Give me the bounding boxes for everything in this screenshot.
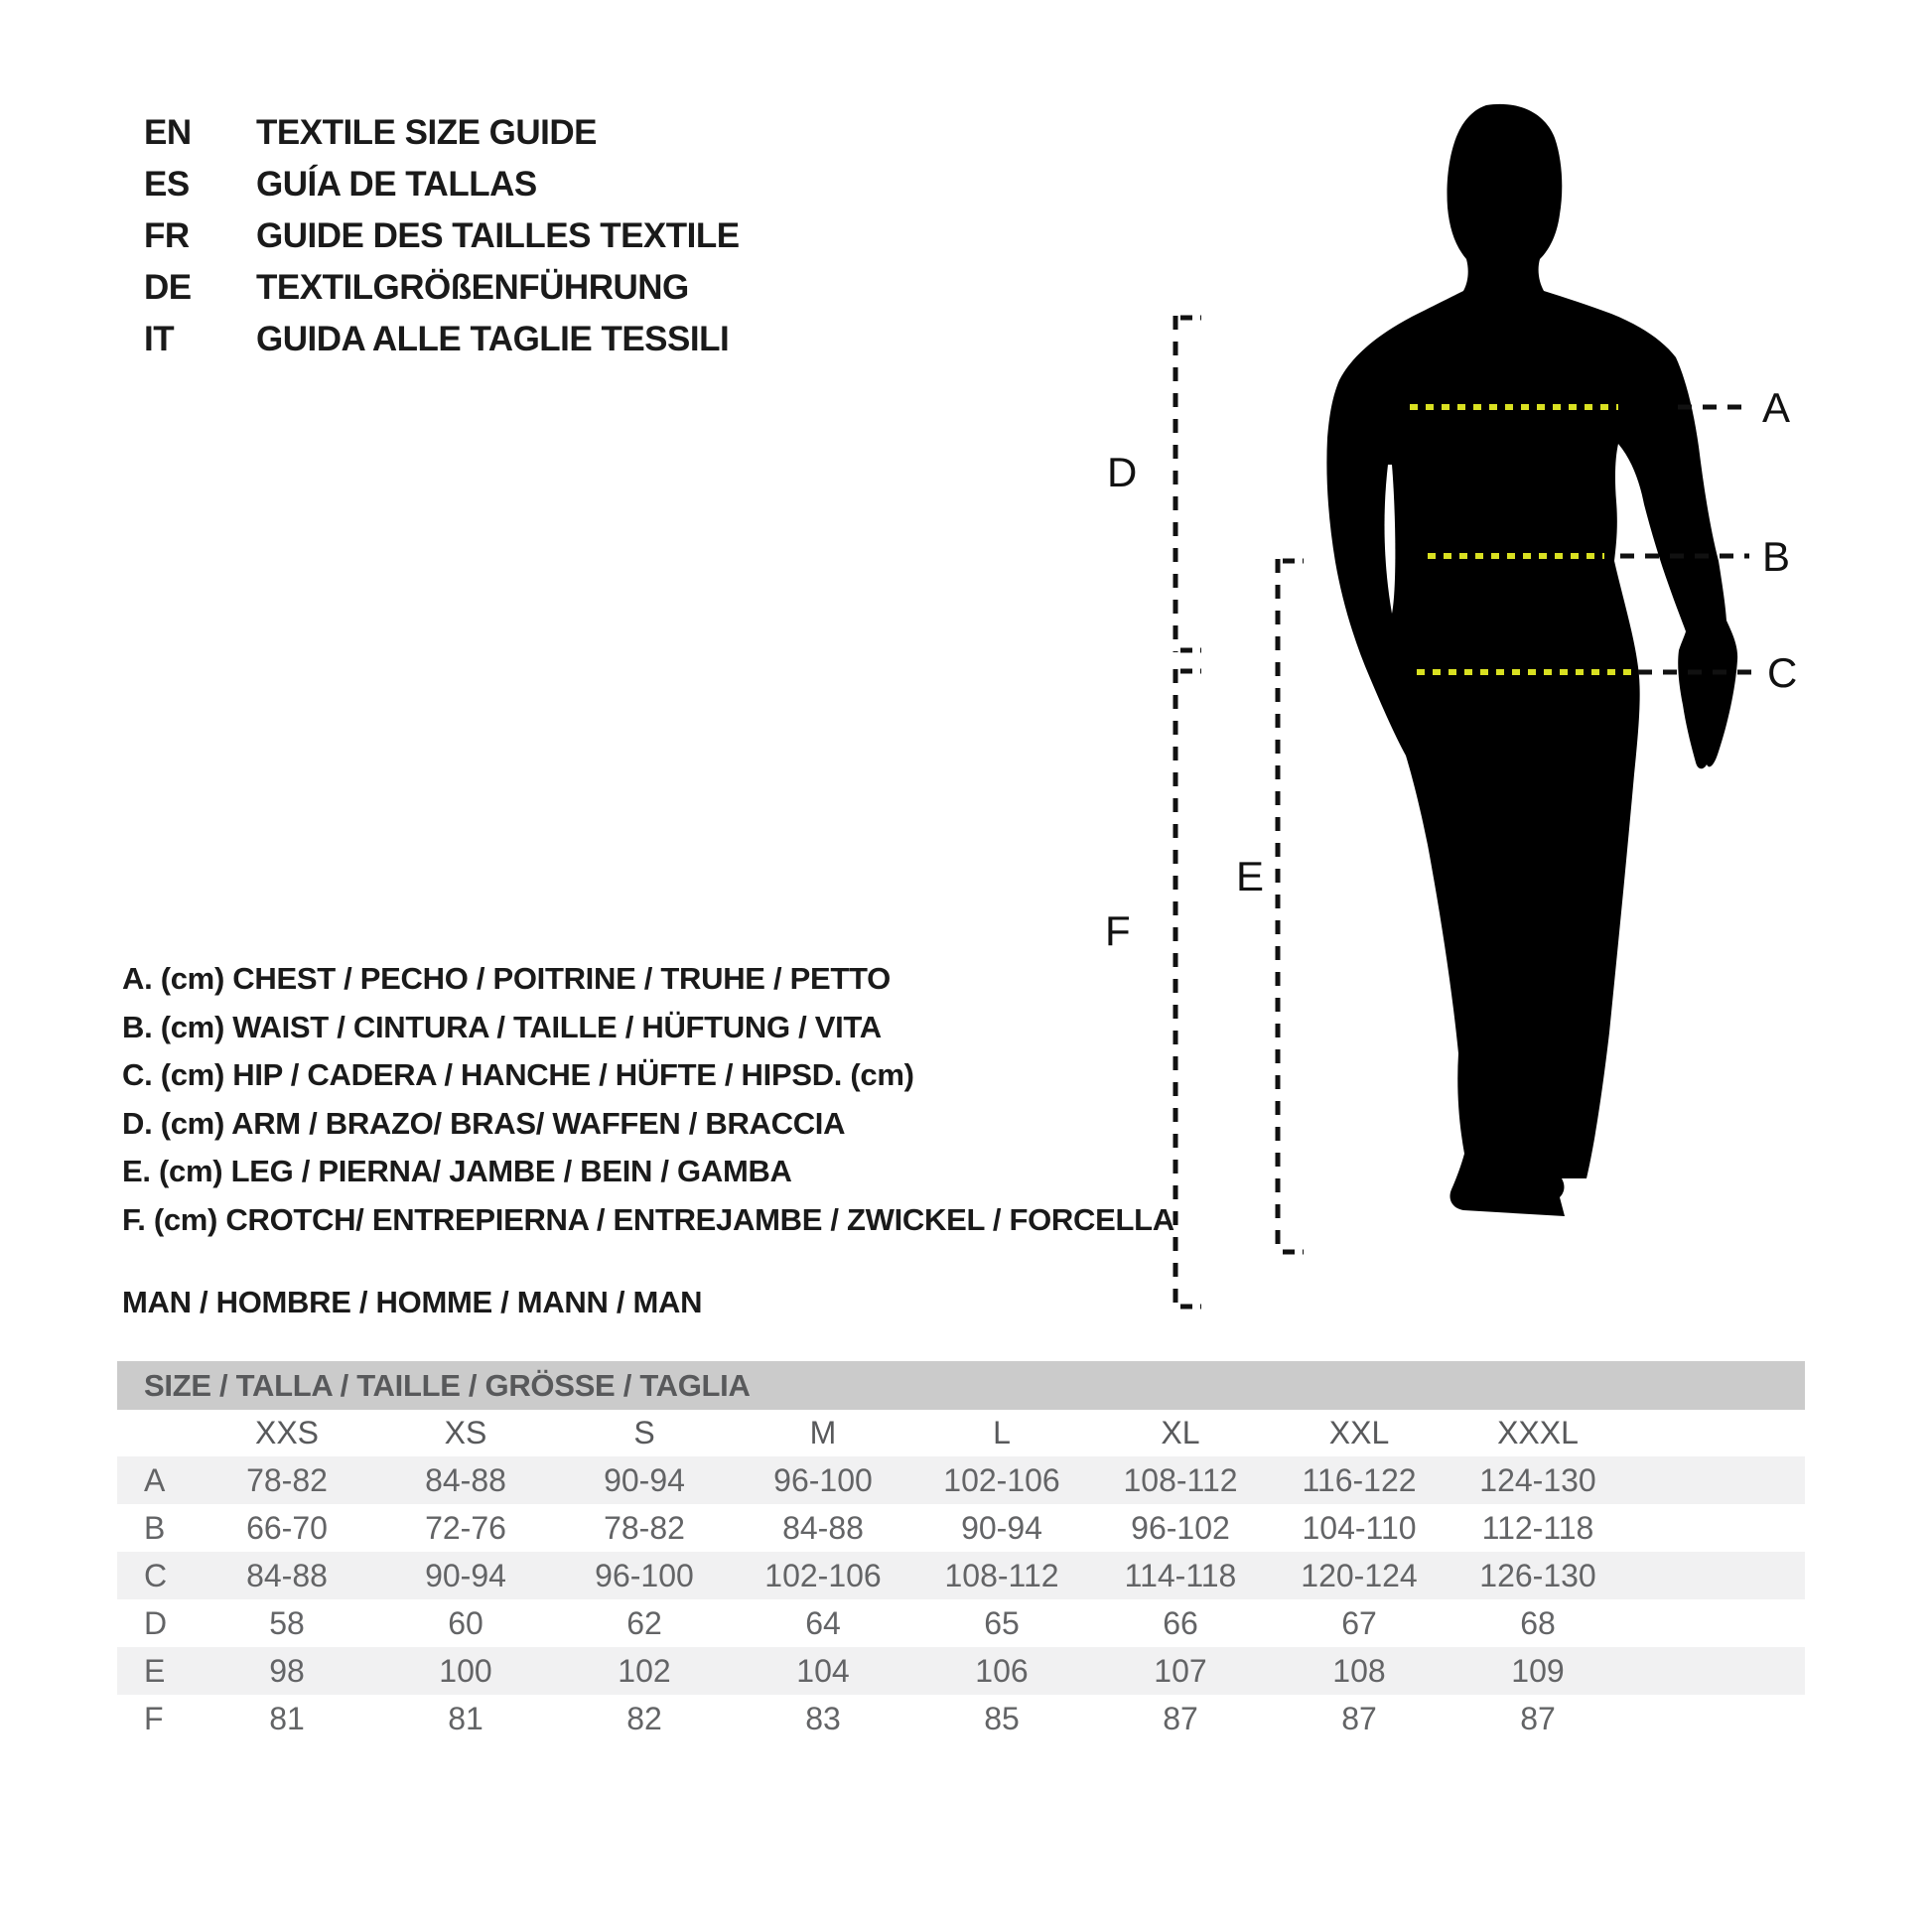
man-measurement-figure (1072, 60, 1837, 1390)
language-title-block (144, 107, 740, 365)
table-cell: 102-106 (764, 1557, 882, 1593)
size-col-header: XS (444, 1415, 487, 1450)
lang-title: GUIDE DES TAILLES TEXTILE (256, 216, 740, 255)
measurement-legend (122, 955, 1174, 1244)
size-col-header: L (993, 1415, 1011, 1450)
size-table-header-bar: SIZE / TALLA / TAILLE / GRÖSSE / TAGLIA (117, 1361, 1805, 1410)
table-cell: 120-124 (1301, 1557, 1418, 1593)
lang-code: ES (144, 165, 190, 204)
table-cell: 87 (1520, 1700, 1556, 1736)
table-cell: 102-106 (943, 1461, 1060, 1498)
lang-title: TEXTILE SIZE GUIDE (256, 113, 597, 152)
table-cell: 90-94 (961, 1509, 1042, 1546)
table-cell: 96-100 (773, 1461, 873, 1498)
row-key: B (144, 1509, 166, 1546)
table-cell: 82 (626, 1700, 662, 1736)
label-waist-b: B (1762, 533, 1791, 580)
table-cell: 98 (269, 1652, 305, 1689)
table-cell: 64 (805, 1604, 841, 1641)
table-cell: 126-130 (1479, 1557, 1596, 1593)
table-cell: 81 (448, 1700, 483, 1736)
legend-item-hip: C. (cm) HIP / CADERA / HANCHE / HÜFTE / HIPSD. (cm) (122, 1057, 914, 1093)
table-cell: 90-94 (425, 1557, 506, 1593)
lang-code: DE (144, 268, 192, 307)
table-cell: 109 (1511, 1652, 1565, 1689)
table-cell: 66 (1163, 1604, 1198, 1641)
lang-title: TEXTILGRÖßENFÜHRUNG (256, 268, 689, 307)
lang-code: IT (144, 320, 175, 358)
table-cell: 83 (805, 1700, 841, 1736)
table-cell: 114-118 (1124, 1557, 1237, 1593)
legend-item-chest: A. (cm) CHEST / PECHO / POITRINE / TRUHE / PETTO (122, 961, 891, 997)
legend-item-crotch: F. (cm) CROTCH/ ENTREPIERNA / ENTREJAMBE / ZWICKEL / FORCELLA (122, 1201, 1174, 1237)
size-table (117, 1361, 1805, 1742)
table-cell: 78-82 (604, 1509, 685, 1546)
size-col-header: S (633, 1415, 655, 1450)
lang-code: EN (144, 113, 192, 152)
table-cell: 62 (626, 1604, 662, 1641)
label-crotch-f: F (1105, 907, 1131, 954)
row-key: E (144, 1652, 166, 1689)
size-header-row (117, 1410, 1805, 1456)
table-cell: 60 (448, 1604, 483, 1641)
table-cell: 67 (1341, 1604, 1377, 1641)
table-row-hip (117, 1552, 1805, 1599)
size-col-header: XXL (1328, 1415, 1390, 1450)
table-cell: 104-110 (1302, 1509, 1417, 1546)
lang-row (144, 159, 740, 210)
table-cell: 72-76 (425, 1509, 506, 1546)
table-cell: 96-100 (595, 1557, 694, 1593)
size-col-header: XXXL (1497, 1415, 1579, 1450)
table-row-crotch (117, 1695, 1805, 1742)
category-man-line: MAN / HOMBRE / HOMME / MANN / MAN (122, 1285, 703, 1319)
man-silhouette (1326, 104, 1737, 1216)
table-cell: 81 (269, 1700, 305, 1736)
table-cell: 66-70 (246, 1509, 328, 1546)
table-cell: 106 (975, 1652, 1029, 1689)
table-cell: 65 (984, 1604, 1020, 1641)
table-cell: 104 (796, 1652, 850, 1689)
table-cell: 108-112 (1123, 1461, 1238, 1498)
lang-row (144, 314, 740, 365)
label-hip-c: C (1767, 649, 1798, 696)
table-cell: 85 (984, 1700, 1020, 1736)
table-cell: 58 (269, 1604, 305, 1641)
table-cell: 84-88 (425, 1461, 506, 1498)
table-cell: 112-118 (1481, 1509, 1594, 1546)
table-cell: 78-82 (246, 1461, 328, 1498)
table-row-leg (117, 1647, 1805, 1695)
table-cell: 96-102 (1131, 1509, 1230, 1546)
table-cell: 108 (1332, 1652, 1386, 1689)
table-cell: 87 (1163, 1700, 1198, 1736)
table-cell: 84-88 (246, 1557, 328, 1593)
table-cell: 102 (618, 1652, 671, 1689)
lang-row (144, 210, 740, 262)
table-cell: 90-94 (604, 1461, 685, 1498)
table-row-waist (117, 1504, 1805, 1552)
legend-item-leg: E. (cm) LEG / PIERNA/ JAMBE / BEIN / GAMBA (122, 1154, 792, 1189)
label-arm-d: D (1107, 449, 1138, 495)
size-col-header: M (809, 1415, 837, 1450)
row-key: A (144, 1461, 166, 1498)
size-col-header: XXS (254, 1415, 320, 1450)
table-row-chest (117, 1456, 1805, 1504)
lang-title: GUIDA ALLE TAGLIE TESSILI (256, 320, 730, 358)
size-col-header: XL (1161, 1415, 1200, 1450)
lang-code: FR (144, 216, 190, 255)
table-row-arm (117, 1599, 1805, 1647)
table-cell: 116-122 (1302, 1461, 1417, 1498)
table-cell: 124-130 (1479, 1461, 1596, 1498)
row-key: D (144, 1604, 168, 1641)
row-key: C (144, 1557, 168, 1593)
row-key: F (144, 1700, 164, 1736)
legend-item-arm: D. (cm) ARM / BRAZO/ BRAS/ WAFFEN / BRACCIA (122, 1105, 846, 1141)
table-cell: 108-112 (944, 1557, 1059, 1593)
label-leg-e: E (1236, 853, 1265, 899)
table-cell: 87 (1341, 1700, 1377, 1736)
lang-title: GUÍA DE TALLAS (256, 165, 537, 204)
table-cell: 84-88 (782, 1509, 864, 1546)
legend-item-waist: B. (cm) WAIST / CINTURA / TAILLE / HÜFTUNG / VITA (122, 1009, 882, 1044)
lang-row (144, 107, 740, 159)
table-cell: 107 (1154, 1652, 1207, 1689)
table-cell: 68 (1520, 1604, 1556, 1641)
lang-row (144, 262, 740, 314)
table-cell: 100 (439, 1652, 492, 1689)
label-chest-a: A (1762, 384, 1791, 431)
